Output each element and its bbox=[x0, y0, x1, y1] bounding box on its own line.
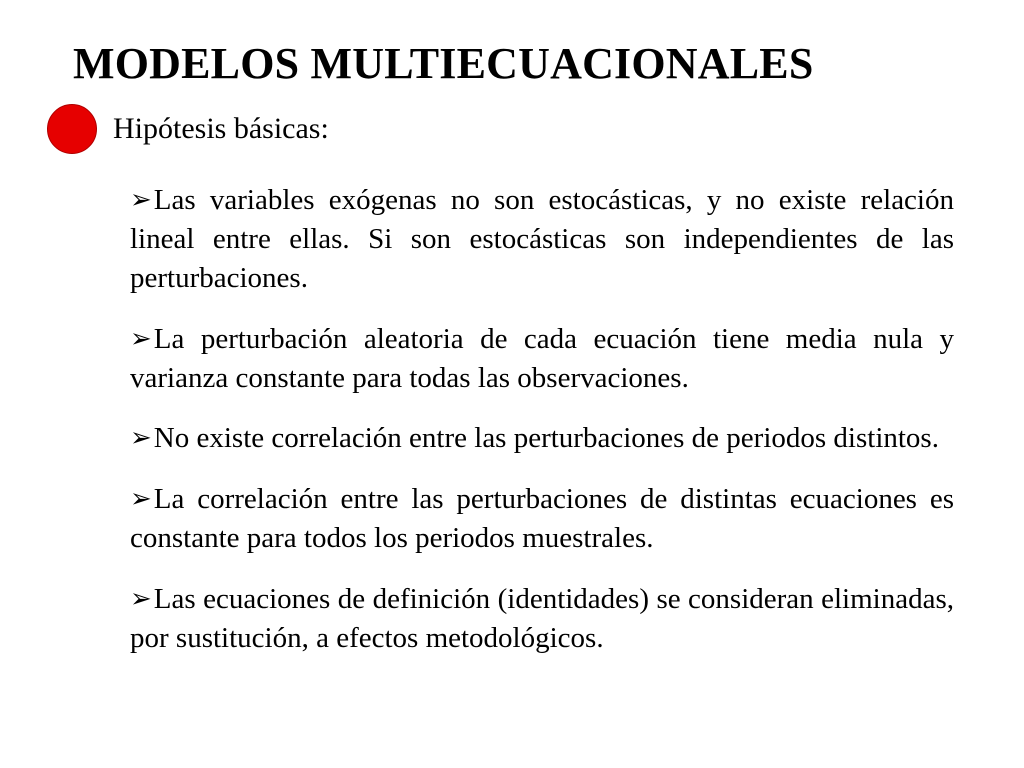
list-item bbox=[130, 580, 954, 658]
arrow-bullet-icon: ➢ bbox=[130, 484, 152, 514]
list-item bbox=[130, 181, 954, 298]
list-item bbox=[130, 480, 954, 558]
list-item-text: La perturbación aleatoria de cada ecuación tiene media nula y varianza constante para todas las observaciones. bbox=[130, 323, 954, 394]
list-item-text: No existe correlación entre las perturbaciones de periodos distintos. bbox=[153, 422, 939, 454]
list-item bbox=[130, 419, 954, 458]
list-item bbox=[130, 320, 954, 398]
hypotheses-list bbox=[130, 181, 954, 680]
list-item-text: La correlación entre las perturbaciones de distintas ecuaciones es constante para todos los periodos muestrales. bbox=[130, 483, 954, 554]
arrow-bullet-icon: ➢ bbox=[130, 423, 152, 453]
red-circle-bullet-icon bbox=[47, 104, 97, 154]
slide-title: MODELOS MULTIECUACIONALES bbox=[73, 39, 814, 88]
arrow-bullet-icon: ➢ bbox=[130, 584, 152, 614]
arrow-bullet-icon: ➢ bbox=[130, 324, 152, 354]
list-item-text: Las variables exógenas no son estocásticas, y no existe relación lineal entre ellas. Si son estocásticas son independientes de las perturbaciones. bbox=[130, 184, 954, 294]
list-item-text: Las ecuaciones de definición (identidades) se consideran eliminadas, por sustitución, a efectos metodológicos. bbox=[130, 583, 954, 654]
arrow-bullet-icon: ➢ bbox=[130, 185, 152, 215]
subheading: Hipótesis básicas: bbox=[113, 112, 329, 145]
